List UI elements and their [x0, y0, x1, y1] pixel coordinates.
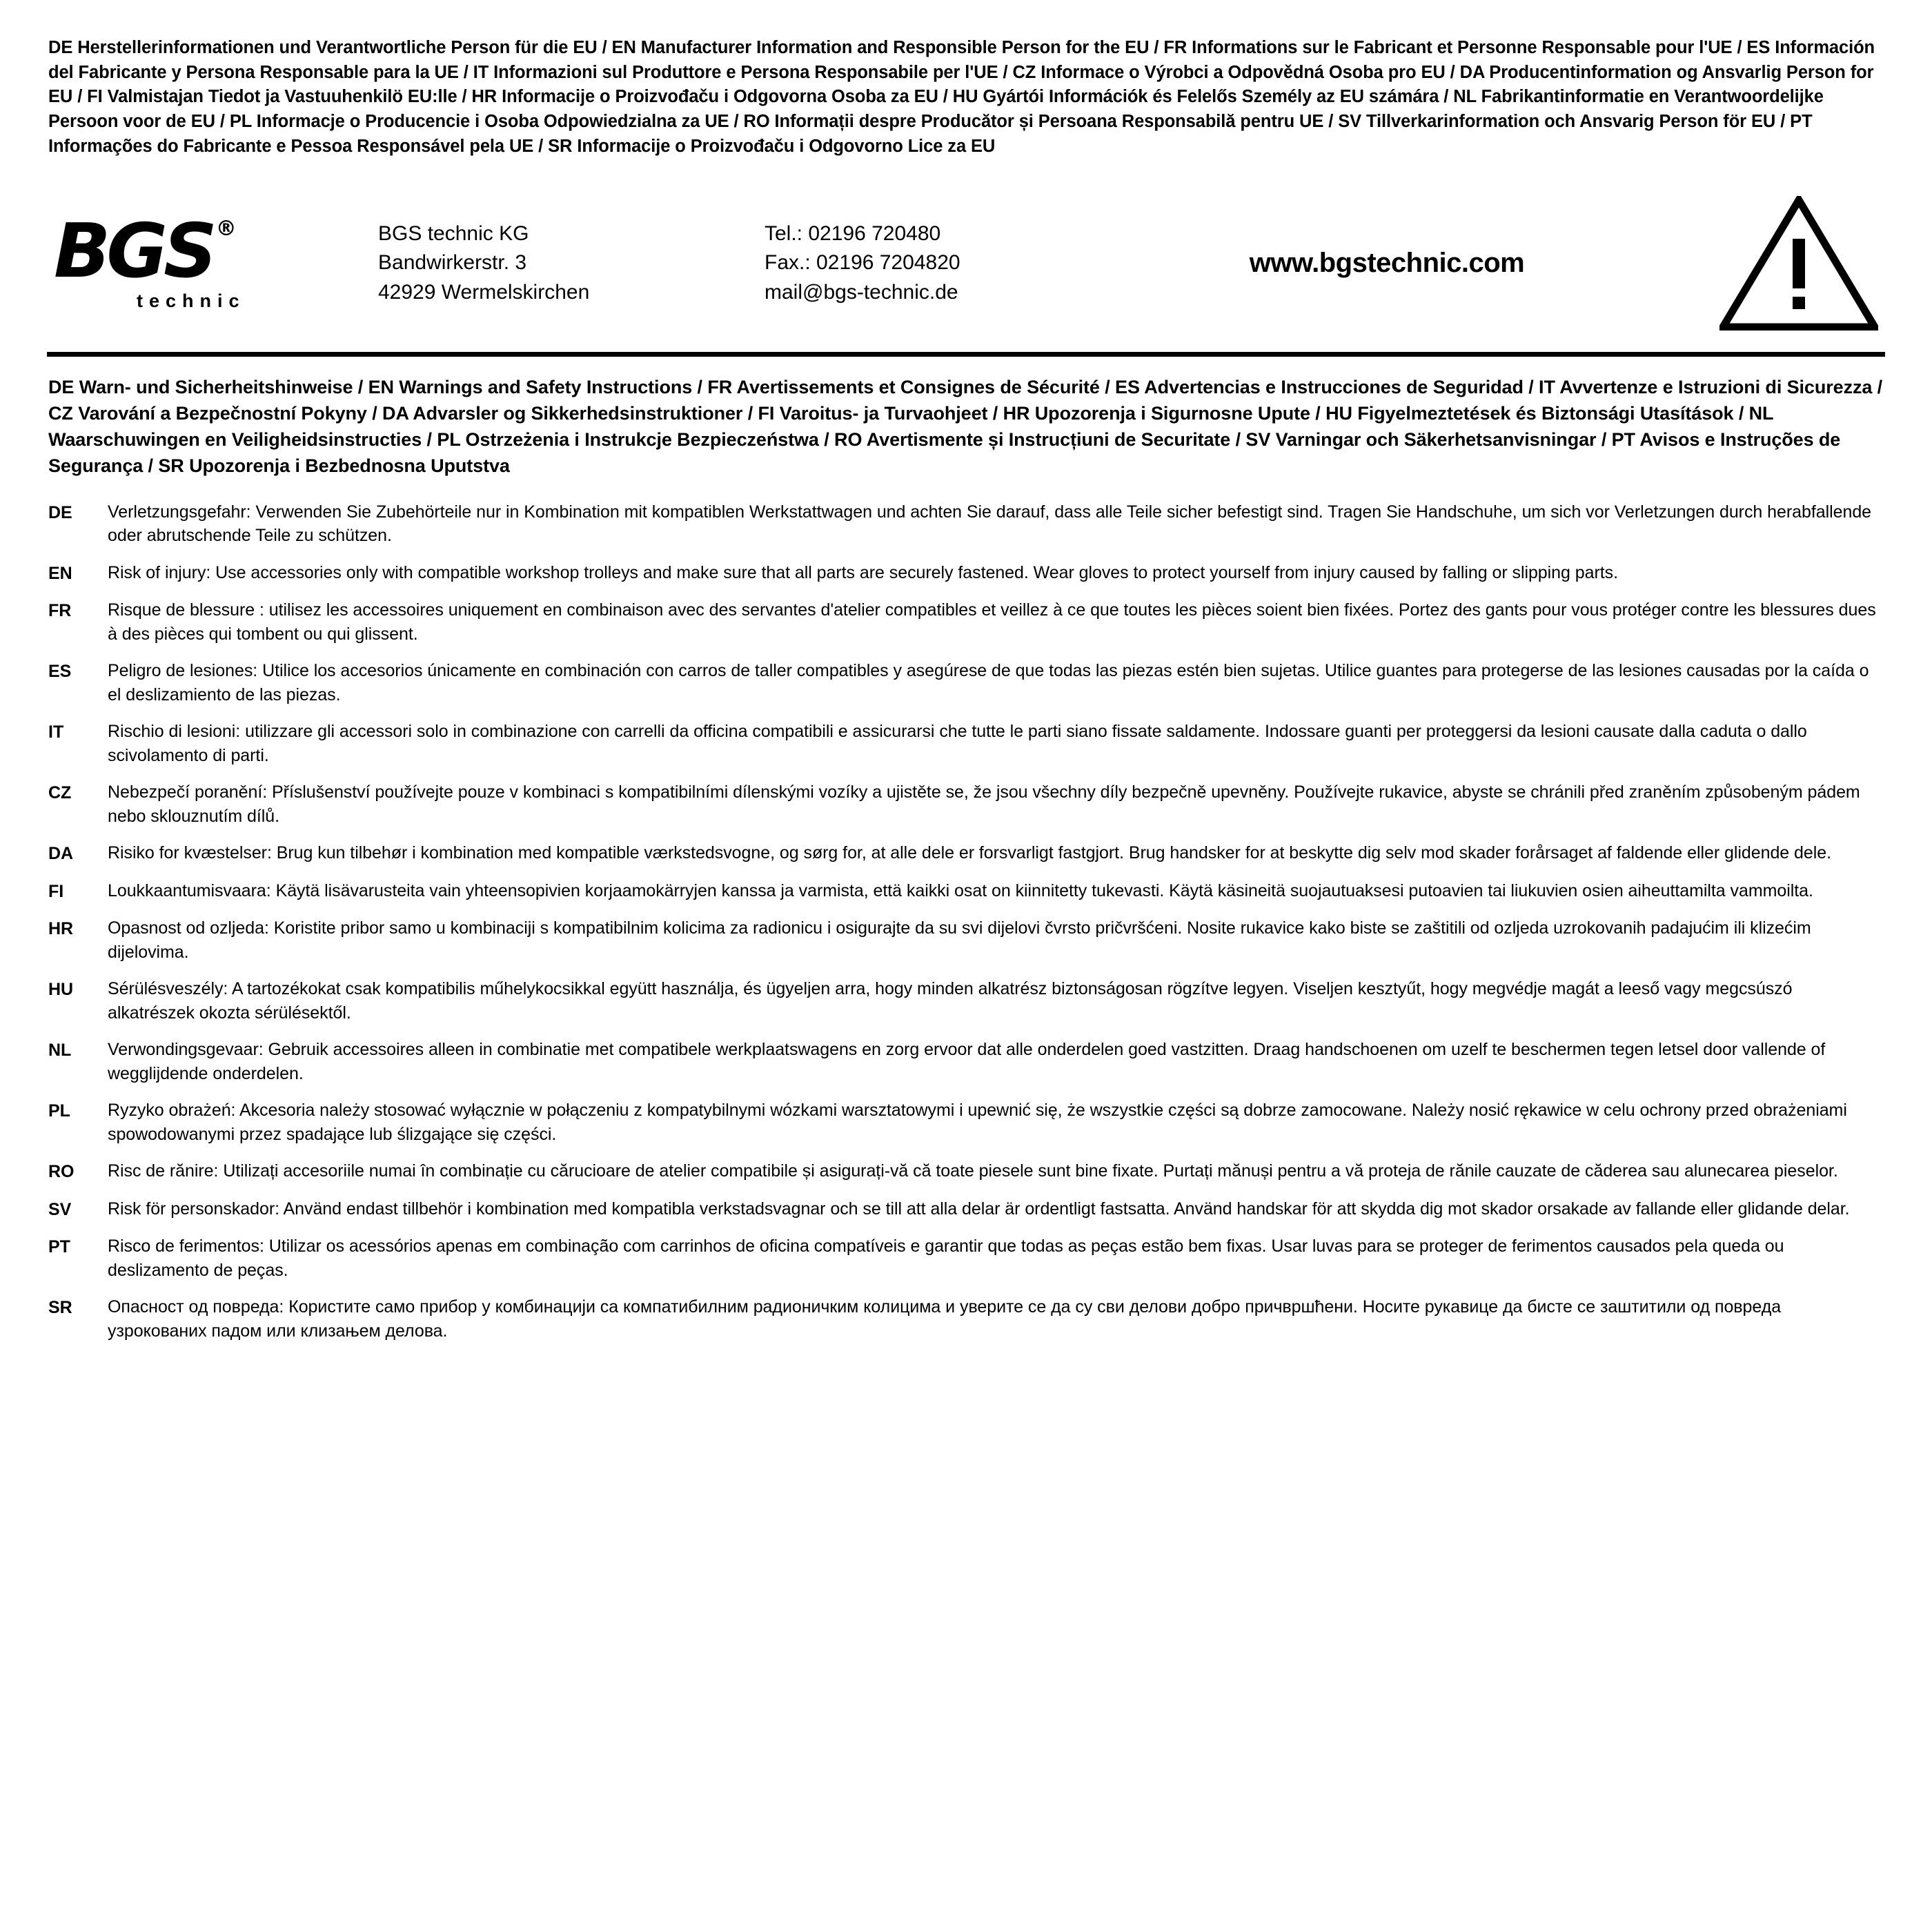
warning-triangle-icon — [1706, 196, 1885, 331]
warning-text: Rischio di lesioni: utilizzare gli accessori solo in combinazione con carrelli da officina compatibili e assicurarsi che tutte le parti siano fissate saldamente. Indossare guanti per proteggersi da lesioni causate dalla caduta o dallo scivolamento di parti. — [108, 722, 1807, 765]
warning-text: Ryzyko obrażeń: Akcesoria należy stosować wyłącznie w połączeniu z kompatybilnymi wózkami warsztatowymi i upewnić się, że wszystkie części są dobrze zamocowane. Należy nosić rękawice w celu ochrony przed obrażeniami spowodowanymi przez spadające lub ślizgające się części. — [108, 1101, 1847, 1144]
warning-text: Loukkaantumisvaara: Käytä lisävarusteita vain yhteensopivien korjaamokärryjen kanssa ja varmista, että kaikki osat on kiinnitetty tukevasti. Käytä käsineitä suojautuaksesi putoavien tai liukuvien osien aiheuttamilta vammoilta. — [108, 880, 1813, 900]
warning-row — [48, 1234, 1884, 1282]
language-code: SR — [48, 1298, 72, 1318]
warning-row — [48, 841, 1884, 866]
warning-text: Verwondingsgevaar: Gebruik accessoires alleen in combinatie met compatibele werkplaatswagens en zorg ervoor dat alle onderdelen goed vastzitten. Draag handschoenen om uzelf te beschermen tegen letsel door vallende of wegglijdende onderdelen. — [108, 1040, 1826, 1083]
warning-text: Опасност од повреда: Користите само прибор у комбинацији са компатибилним радионичким колицима и уверите се да су сви делови добро причвршћени. Носите рукавице да бисте се заштитили од повреда узрокованих падом или клизањем делова. — [108, 1297, 1782, 1341]
language-code: SV — [48, 1199, 72, 1219]
warning-text: Sérülésveszély: A tartozékokat csak kompatibilis műhelykocsikkal együtt használja, és ügyeljen arra, hogy minden alkatrész biztonságosan rögzítve legyen. Viseljen kesztyűt, hogy megvédje magát a leeső vagy megcsúszó alkatrészek okozta sérülésektől. — [108, 979, 1793, 1023]
company-telephone: Tel.: 02196 720480 — [765, 221, 941, 245]
warning-row — [48, 1038, 1884, 1085]
company-fax: Fax.: 02196 7204820 — [765, 251, 960, 275]
warnings-list — [48, 500, 1884, 1343]
warning-text: Risiko for kvæstelser: Brug kun tilbehør i kombination med kompatible værkstedsvogne, og sørg for, at alle dele er forsvarligt fastgjort. Brug handsker for at beskytte dig selv mod skader forårsaget af faldende eller glidende dele. — [108, 843, 1832, 863]
language-code: CZ — [48, 783, 72, 803]
registered-trademark-icon: ® — [215, 216, 237, 241]
company-name: BGS technic KG — [378, 221, 529, 245]
language-code: ES — [48, 662, 72, 682]
language-code: HU — [48, 980, 74, 1000]
language-code: NL — [48, 1041, 72, 1061]
warning-row — [48, 780, 1884, 828]
warning-text: Risco de ferimentos: Utilizar os acessórios apenas em combinação com carrinhos de oficina compatíveis e garantir que todas as peças estão bem fixas. Usar luvas para se proteger de ferimentos causados pela queda ou deslizamento de peças. — [108, 1236, 1784, 1280]
company-email: mail@bgs-technic.de — [765, 280, 958, 304]
language-code: RO — [48, 1162, 75, 1182]
language-code: PL — [48, 1101, 70, 1121]
warning-text: Risque de blessure : utilisez les accessoires uniquement en combinaison avec des servantes d'atelier compatibles et veillez à ce que toutes les pièces soient bien fixées. Portez des gants pour vous protéger contre les blessures dues à des pièces qui tombent ou qui glissent. — [108, 600, 1876, 644]
company-information-band — [47, 174, 1885, 357]
warning-row — [48, 1295, 1884, 1343]
warning-row — [48, 720, 1884, 767]
logo-subtext: technic — [137, 290, 246, 311]
warning-text: Risk of injury: Use accessories only with compatible workshop trolleys and make sure that all parts are securely fastened. Wear gloves to protect yourself from injury caused by falling or slipping parts. — [108, 562, 1618, 582]
language-code: EN — [48, 563, 72, 583]
safety-section-heading: DE Warn- und Sicherheitshinweise / EN Warnings and Safety Instructions / FR Avertissements et Consignes de Sécurité / ES Advertencias e Instrucciones de Seguridad / IT Avvertenze e Istruzioni di Sicurezza / CZ Varování a Bezpečnostní Pokyny / DA Advarsler og Sikkerhedsinstruktioner / FI Varoitus- ja Turvaohjeet / HR Upozorenja i Sigurnosne Upute / HU Figyelmeztetések és Biztonsági Utasítások / NL Waarschuwingen en Veiligheidsinstructies / PL Ostrzeżenia i Instrukcje Bezpieczeństwa / RO Avertismente și Instrucțiuni de Securitate / SV Varningar och Säkerhetsanvisningar / PT Avisos e Instruções de Segurança / SR Upozorenja i Bezbednosna Uputstva — [48, 377, 1883, 476]
company-website: www.bgstechnic.com — [1249, 247, 1525, 278]
warning-text: Nebezpečí poranění: Příslušenství používejte pouze v kombinaci s kompatibilními dílenskými vozíky a ujistěte se, že jsou všechny díly bezpečně upevněny. Používejte rukavice, abyste se chránili před zraněním způsobeným pádem nebo sklouznutím dílů. — [108, 782, 1860, 826]
language-code: DE — [48, 502, 72, 522]
warning-text: Risk för personskador: Använd endast tillbehör i kombination med kompatibla verkstadsvagnar och se till att alla delar är ordentligt fastsatta. Använd handskar för att skydda dig mot skador orsakade av fallande eller glidande delar. — [108, 1199, 1850, 1219]
warning-text: Peligro de lesiones: Utilice los accesorios únicamente en combinación con carros de taller compatibles y asegúrese de que todas las piezas estén bien sujetas. Utilice guantes para protegerse de las lesiones causadas por la caída o el deslizamiento de las piezas. — [108, 661, 1869, 704]
manufacturer-info-header: DE Herstellerinformationen und Verantwortliche Person für die EU / EN Manufacturer Information and Responsible Person for the EU / FR Informations sur le Fabricant et Personne Responsable pour l'UE / ES Información del Fabricante y Persona Responsable para la UE / IT Informazioni sul Produttore e Persona Responsabile per l'UE / CZ Informace o Výrobci a Odpovědná Osoba pro EU / DA Producentinformation og Ansvarlig Person for EU / FI Valmistajan Tiedot ja Vastuuhenkilö EU:lle / HR Informacije o Proizvođaču i Odgovorna Osoba za EU / HU Gyártói Információk és Felelős Személy az EU számára / NL Fabrikantinformatie en Verantwoordelijke Persoon voor de EU / PL Informacje o Producencie i Osoba Odpowiedzialna za UE / RO Informații despre Producător și Persoana Responsabilă pentru UE / SV Tillverkarinformation och Ansvarig Person för EU / PT Informações do Fabricante e Pessoa Responsável pela UE / SR Informacije o Proizvođaču i Odgovorno Lice za EU — [48, 38, 1875, 156]
company-contact — [765, 219, 1096, 308]
language-code: FR — [48, 601, 72, 621]
company-street: Bandwirkerstr. 3 — [378, 251, 527, 275]
language-code: HR — [48, 919, 74, 939]
warning-row — [48, 598, 1884, 646]
warning-row — [48, 500, 1884, 548]
language-code: PT — [48, 1237, 70, 1257]
logo-wordmark — [54, 208, 237, 295]
warning-row — [48, 561, 1884, 586]
warning-row — [48, 977, 1884, 1025]
warning-row — [48, 1197, 1884, 1222]
warning-text: Verletzungsgefahr: Verwenden Sie Zubehörteile nur in Kombination mit kompatiblen Werkstattwagen und achten Sie darauf, dass alle Teile sicher befestigt sind. Tragen Sie Handschuhe, um sich vor Verletzungen durch herabfallende oder abrutschende Teile zu schützen. — [108, 502, 1872, 546]
warning-row — [48, 1098, 1884, 1146]
bgs-logo — [47, 208, 378, 312]
warning-row — [48, 1159, 1884, 1184]
warning-text: Risc de rănire: Utilizați accesoriile numai în combinație cu cărucioare de atelier compatibile și asigurați-vă că toate piesele sunt bine fixate. Purtați mănuși pentru a vă proteja de rănile cauzate de căderea sau alunecarea pieselor. — [108, 1161, 1838, 1181]
language-code: FI — [48, 881, 64, 901]
company-city: 42929 Wermelskirchen — [378, 280, 590, 304]
warning-row — [48, 916, 1884, 964]
company-address — [378, 219, 765, 308]
language-code: IT — [48, 722, 64, 742]
logo-text: BGS — [54, 208, 213, 295]
warning-row — [48, 659, 1884, 707]
warning-row — [48, 879, 1884, 904]
warning-text: Opasnost od ozljeda: Koristite pribor samo u kombinaciji s kompatibilnim kolicima za radionicu i osigurajte da su svi dijelovi čvrsto pričvršćeni. Nosite rukavice kako biste se zaštitili od ozljeda uzrokovanih padajućim ili klizećim dijelovima. — [108, 918, 1811, 962]
language-code: DA — [48, 844, 74, 864]
